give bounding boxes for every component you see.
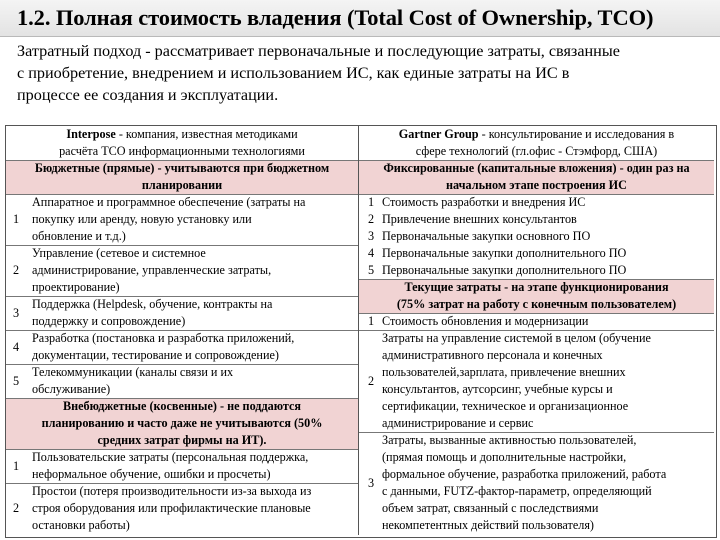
row-divider xyxy=(6,483,358,484)
current-item-number: 2 xyxy=(367,374,375,388)
current-item-line: некомпетентных действий пользователя) xyxy=(382,518,594,532)
row-divider xyxy=(6,398,358,399)
capital-item-number: 5 xyxy=(367,263,375,277)
budget-item-line: обновление и т.д.) xyxy=(32,229,126,243)
right-header-text: - консультирование и исследования в xyxy=(478,127,675,141)
budget-title-line: планировании xyxy=(141,178,223,192)
budget-item-number: 3 xyxy=(12,306,20,320)
budget-item xyxy=(32,296,358,330)
budget-item xyxy=(32,330,358,364)
left-header-line xyxy=(6,126,358,143)
row-divider xyxy=(6,296,358,297)
row-divider xyxy=(359,313,714,314)
row-divider xyxy=(359,279,714,280)
budget-title-line: Бюджетные (прямые) - учитываются при бюджетном xyxy=(34,161,330,175)
current-item xyxy=(382,330,714,432)
current-item-number: 1 xyxy=(367,314,375,328)
offbudget-title-line: планированию и часто даже не учитываются (50% xyxy=(41,416,323,430)
current-item-line: административного персонала и конечных xyxy=(382,348,603,362)
left-header-company: Interpose xyxy=(66,127,116,141)
offbudget-title-line: Внебюджетные (косвенные) - не поддаются xyxy=(62,399,302,413)
left-header-text: - компания, известная методиками xyxy=(115,127,298,141)
right-header-company: Gartner Group xyxy=(398,127,479,141)
right-capital-title xyxy=(359,160,714,194)
capital-item-number: 3 xyxy=(367,229,375,243)
capital-item: Первоначальные закупки дополнительного ПО xyxy=(382,263,627,277)
capital-item: Первоначальные закупки основного ПО xyxy=(382,229,591,243)
left-budget-title xyxy=(6,160,358,194)
current-item-line: сертификации, техническое и организационное xyxy=(382,399,629,413)
row-divider xyxy=(6,330,358,331)
capital-item-number: 1 xyxy=(367,195,375,209)
budget-item-line: обслуживание) xyxy=(32,382,111,396)
current-item-line: консультантов, аутсорсинг, учебные курсы и xyxy=(382,382,613,396)
current-item-line: объем затрат, связанный с последствиями xyxy=(382,501,599,515)
current-item xyxy=(382,432,714,534)
offbudget-title-line: средних затрат фирмы на ИТ). xyxy=(97,433,267,447)
current-item xyxy=(382,313,714,330)
budget-item-line: покупку или аренду, новую установку или xyxy=(32,212,252,226)
row-divider xyxy=(6,449,358,450)
offbudget-item-number: 1 xyxy=(12,459,20,473)
current-item-line: с данными, FUTZ-фактор-параметр, определяющий xyxy=(382,484,652,498)
current-title-line: (75% затрат на работу с конечным пользователем) xyxy=(396,297,677,311)
current-item-line: формальное обучение, разработка приложений, работа xyxy=(382,467,667,481)
row-divider xyxy=(6,245,358,246)
row-divider xyxy=(359,432,714,433)
budget-item-line: администрирование, управленческие затраты, xyxy=(32,263,272,277)
current-item-line: Затраты на управление системой в целом (обучение xyxy=(382,331,651,345)
cost-comparison-table xyxy=(5,125,717,538)
budget-item-number: 1 xyxy=(12,212,20,226)
capital-item: Стоимость разработки и внедрения ИС xyxy=(382,195,586,209)
right-header xyxy=(359,126,714,160)
intro-line: процессе ее создания и эксплуатации. xyxy=(17,86,279,104)
budget-item-line: документации, тестирование и сопровождение) xyxy=(32,348,279,362)
current-item-number: 3 xyxy=(367,476,375,490)
intro-line: Затратный подход - рассматривает первоначальные и последующие затраты, связанные xyxy=(17,42,620,60)
capital-title-line: начальном этапе построения ИС xyxy=(446,178,627,192)
offbudget-item-line: Пользовательские затраты (персональная поддержка, xyxy=(32,450,309,464)
page-title: 1.2. Полная стоимость владения (Total Cost of Ownership, TCO) xyxy=(17,5,654,30)
budget-item-line: поддержку и сопровождение) xyxy=(32,314,186,328)
budget-item-number: 4 xyxy=(12,340,20,354)
current-item-line: (прямая помощь и дополнительные настройки, xyxy=(382,450,627,464)
capital-item-number: 2 xyxy=(367,212,375,226)
capital-item: Привлечение внешних консультантов xyxy=(382,212,577,226)
offbudget-item-line: остановки работы) xyxy=(32,518,130,532)
intro-paragraph xyxy=(17,40,717,106)
budget-item-line: Управление (сетевое и системное xyxy=(32,246,206,260)
budget-item-line: Поддержка (Helpdesk, обучение, контракты на xyxy=(32,297,273,311)
row-divider xyxy=(359,160,714,161)
row-divider xyxy=(359,194,714,195)
left-offbudget-title xyxy=(6,398,358,449)
capital-item: Первоначальные закупки дополнительного ПО xyxy=(382,246,627,260)
intro-line: с приобретение, внедрением и использованием ИС, как единые затраты на ИС в xyxy=(17,64,570,82)
budget-item-number: 5 xyxy=(12,374,20,388)
budget-item-number: 2 xyxy=(12,263,20,277)
budget-item-line: Аппаратное и программное обеспечение (затраты на xyxy=(32,195,306,209)
current-item-line: Стоимость обновления и модернизации xyxy=(382,314,589,328)
left-header xyxy=(6,126,358,160)
budget-item-line: Разработка (постановка и разработка приложений, xyxy=(32,331,295,345)
budget-item xyxy=(32,245,358,296)
row-divider xyxy=(359,330,714,331)
current-item-line: пользователей,зарплата, привлечение внешних xyxy=(382,365,626,379)
budget-item xyxy=(32,194,358,245)
budget-item-line: проектирование) xyxy=(32,280,120,294)
offbudget-item xyxy=(32,449,358,483)
offbudget-item xyxy=(32,483,358,534)
left-header-line: расчёта ТСО информационными технологиями xyxy=(59,144,305,158)
offbudget-item-line: Простои (потеря производительности из-за выхода из xyxy=(32,484,312,498)
budget-item xyxy=(32,364,358,398)
capital-title-line: Фиксированные (капитальные вложения) - один раз на xyxy=(383,161,690,175)
offbudget-item-line: строя оборудования или профилактические плановые xyxy=(32,501,311,515)
right-current-title xyxy=(359,279,714,313)
capital-item-number: 4 xyxy=(367,246,375,260)
row-divider xyxy=(6,364,358,365)
offbudget-item-number: 2 xyxy=(12,501,20,515)
offbudget-item-line: неформальное обучение, ошибки и просчеты) xyxy=(32,467,271,481)
current-item-line: администрирование и сервис xyxy=(382,416,534,430)
current-title-line: Текущие затраты - на этапе функционирования xyxy=(404,280,669,294)
current-item-line: Затраты, вызванные активностью пользователей, xyxy=(382,433,637,447)
row-divider xyxy=(6,160,358,161)
budget-item-line: Телекоммуникации (каналы связи и их xyxy=(32,365,234,379)
right-header-line xyxy=(359,126,714,143)
right-header-line: сфере технологий (гл.офис - Стэмфорд, США) xyxy=(415,144,658,158)
row-divider xyxy=(6,194,358,195)
